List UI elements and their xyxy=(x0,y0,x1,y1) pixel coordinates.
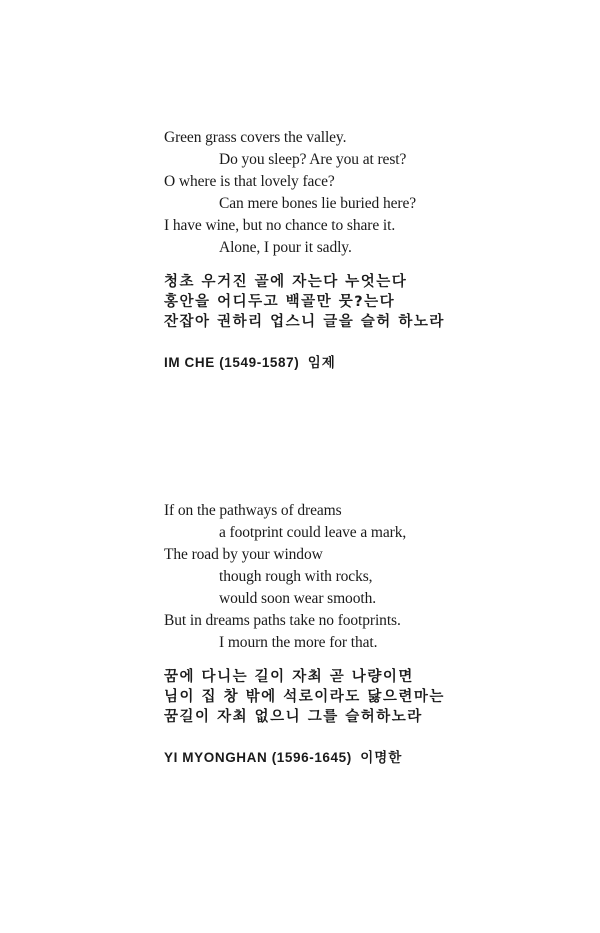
english-line: If on the pathways of dreams xyxy=(164,502,342,519)
korean-line: 꿈길이 자최 없으니 그를 슬허하노라 xyxy=(164,709,423,725)
english-line: I mourn the more for that. xyxy=(219,634,378,651)
korean-line: 꿈에 다니는 길이 자최 곧 나량이면 xyxy=(164,669,414,685)
english-line: But in dreams paths take no footprints. xyxy=(164,612,401,629)
english-translation xyxy=(164,127,564,259)
korean-original xyxy=(164,667,564,727)
english-line: I have wine, but no chance to share it. xyxy=(164,217,396,234)
korean-line: 잔잡아 권하리 업스니 글을 슬허 하노라 xyxy=(164,314,445,330)
english-line: Green grass covers the valley. xyxy=(164,129,347,146)
english-line: Do you sleep? Are you at rest? xyxy=(219,151,407,168)
poem-yi-myonghan xyxy=(164,500,564,767)
korean-line: 홍안을 어디두고 백골만 뭇?는다 xyxy=(164,294,396,310)
korean-line: 청초 우거진 골에 자는다 누엇는다 xyxy=(164,274,408,290)
poem-author xyxy=(164,354,564,372)
english-line: Alone, I pour it sadly. xyxy=(219,239,352,256)
korean-original xyxy=(164,272,564,332)
author-name: IM CHE (1549-1587) xyxy=(164,355,300,370)
english-line: would soon wear smooth. xyxy=(219,590,376,607)
english-line: though rough with rocks, xyxy=(219,568,373,585)
english-translation xyxy=(164,500,564,654)
english-line: The road by your window xyxy=(164,546,323,563)
poem-author xyxy=(164,749,564,767)
korean-line: 님이 집 창 밖에 석로이라도 닳으련마는 xyxy=(164,689,445,705)
author-name: YI MYONGHAN (1596-1645) xyxy=(164,750,352,765)
english-line: a footprint could leave a mark, xyxy=(219,524,407,541)
poem-im-che xyxy=(164,127,564,372)
english-line: Can mere bones lie buried here? xyxy=(219,195,417,212)
english-line: O where is that lovely face? xyxy=(164,173,335,190)
author-korean-name: 이명한 xyxy=(360,750,403,765)
author-korean-name: 임제 xyxy=(307,355,336,370)
